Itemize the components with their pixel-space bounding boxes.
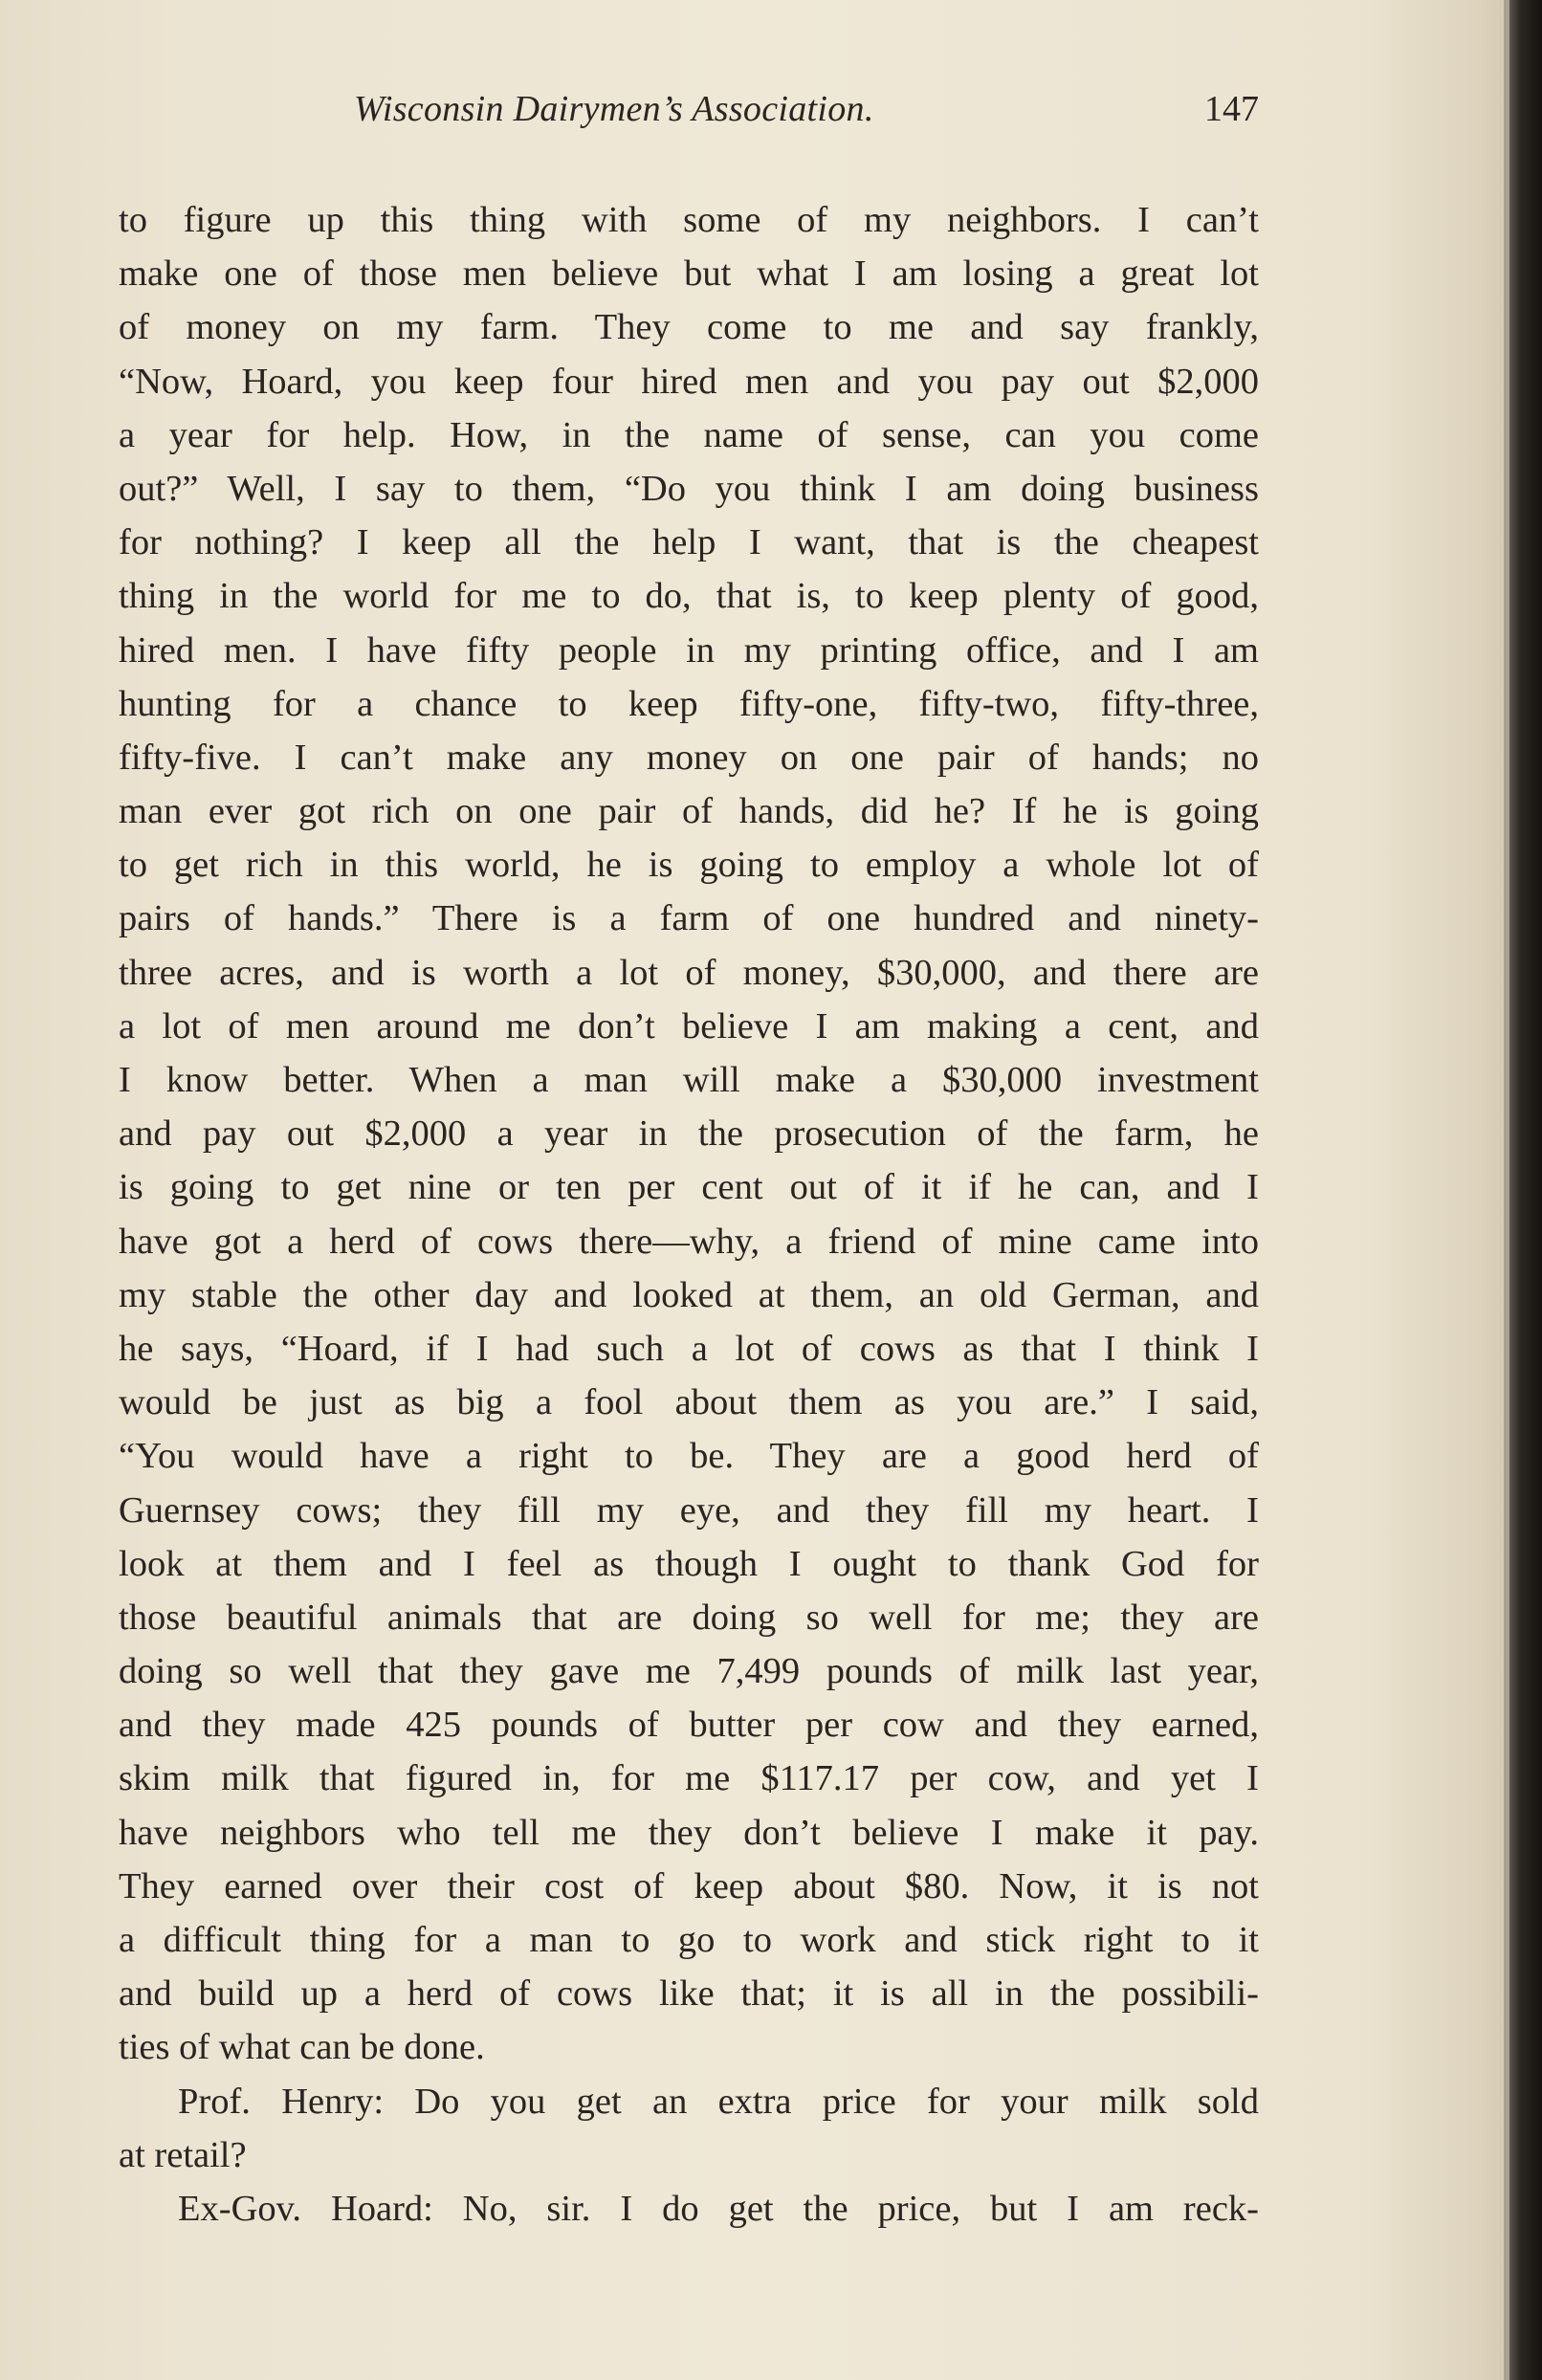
text-line: hunting for a chance to keep fifty-one, fifty-two, fifty-three, (119, 683, 1259, 724)
text-line: out?” Well, I say to them, “Do you think I am doing business (119, 468, 1259, 509)
text-line: and pay out $2,000 a year in the prosecution of the farm, he (119, 1113, 1259, 1155)
text-line: thing in the world for me to do, that is, to keep plenty of good, (119, 576, 1259, 617)
text-line: Guernsey cows; they fill my eye, and they fill my heart. I (119, 1489, 1259, 1531)
text-line: doing so well that they gave me 7,499 pounds of milk last year, (119, 1651, 1259, 1692)
text-line: is going to get nine or ten per cent out of it if he can, and I (119, 1167, 1259, 1208)
text-line: I know better. When a man will make a $30,000 investment (119, 1060, 1259, 1100)
text-line: to get rich in this world, he is going to employ a whole lot of (119, 845, 1259, 886)
text-line: They earned over their cost of keep about $80. Now, it is not (119, 1865, 1259, 1906)
text-line: a year for help. How, in the name of sense, can you come (119, 414, 1259, 455)
text-line: ties of what can be done. (119, 2027, 485, 2068)
text-line: three acres, and is worth a lot of money, $30,000, and there are (119, 952, 1259, 993)
page-number: 147 (1204, 89, 1259, 129)
text-line: of money on my farm. They come to me and say frankly, (119, 307, 1259, 348)
page-header (119, 88, 1259, 142)
text-line: at retail? (119, 2134, 247, 2175)
text-line: have neighbors who tell me they don’t believe I make it pay. (119, 1812, 1259, 1853)
text-line: pairs of hands.” There is a farm of one hundred and ninety- (119, 898, 1259, 939)
text-line: a difficult thing for a man to go to work and stick right to it (119, 1920, 1259, 1960)
text-line: look at them and I feel as though I ought to thank God for (119, 1543, 1259, 1584)
text-line: hired men. I have fifty people in my printing office, and I am (119, 629, 1259, 671)
text-line: skim milk that figured in, for me $117.17 per cow, and yet I (119, 1758, 1259, 1799)
text-line: and build up a herd of cows like that; it is all in the possibili- (119, 1973, 1259, 2015)
text-line: for nothing? I keep all the help I want, that is the cheapest (119, 522, 1259, 563)
text-line: would be just as big a fool about them as you are.” I said, (119, 1382, 1259, 1423)
text-line: he says, “Hoard, if I had such a lot of cows as that I think I (119, 1328, 1259, 1369)
text-line: “Now, Hoard, you keep four hired men and you pay out $2,000 (119, 361, 1259, 402)
text-line: and they made 425 pounds of butter per cow and they earned, (119, 1705, 1259, 1746)
book-binding-edge (1509, 0, 1542, 2380)
text-line: have got a herd of cows there—why, a friend of mine came into (119, 1221, 1259, 1262)
text-line: “You would have a right to be. They are a good herd of (119, 1436, 1259, 1477)
text-line: Prof. Henry: Do you get an extra price for your milk sold (178, 2081, 1259, 2122)
text-line: make one of those men believe but what I am losing a great lot (119, 253, 1259, 295)
running-title: Wisconsin Dairymen’s Association. (354, 89, 874, 129)
text-line: Ex-Gov. Hoard: No, sir. I do get the price, but I am reck- (178, 2188, 1259, 2229)
text-line: my stable the other day and looked at them, an old German, and (119, 1274, 1259, 1315)
text-line: a lot of men around me don’t believe I am making a cent, and (119, 1005, 1259, 1047)
text-line: to figure up this thing with some of my neighbors. I can’t (119, 200, 1259, 240)
text-line: man ever got rich on one pair of hands, did he? If he is going (119, 791, 1259, 832)
text-line: those beautiful animals that are doing so well for me; they are (119, 1597, 1259, 1638)
text-line: fifty-five. I can’t make any money on one pair of hands; no (119, 737, 1259, 778)
body-text (119, 193, 1259, 2236)
